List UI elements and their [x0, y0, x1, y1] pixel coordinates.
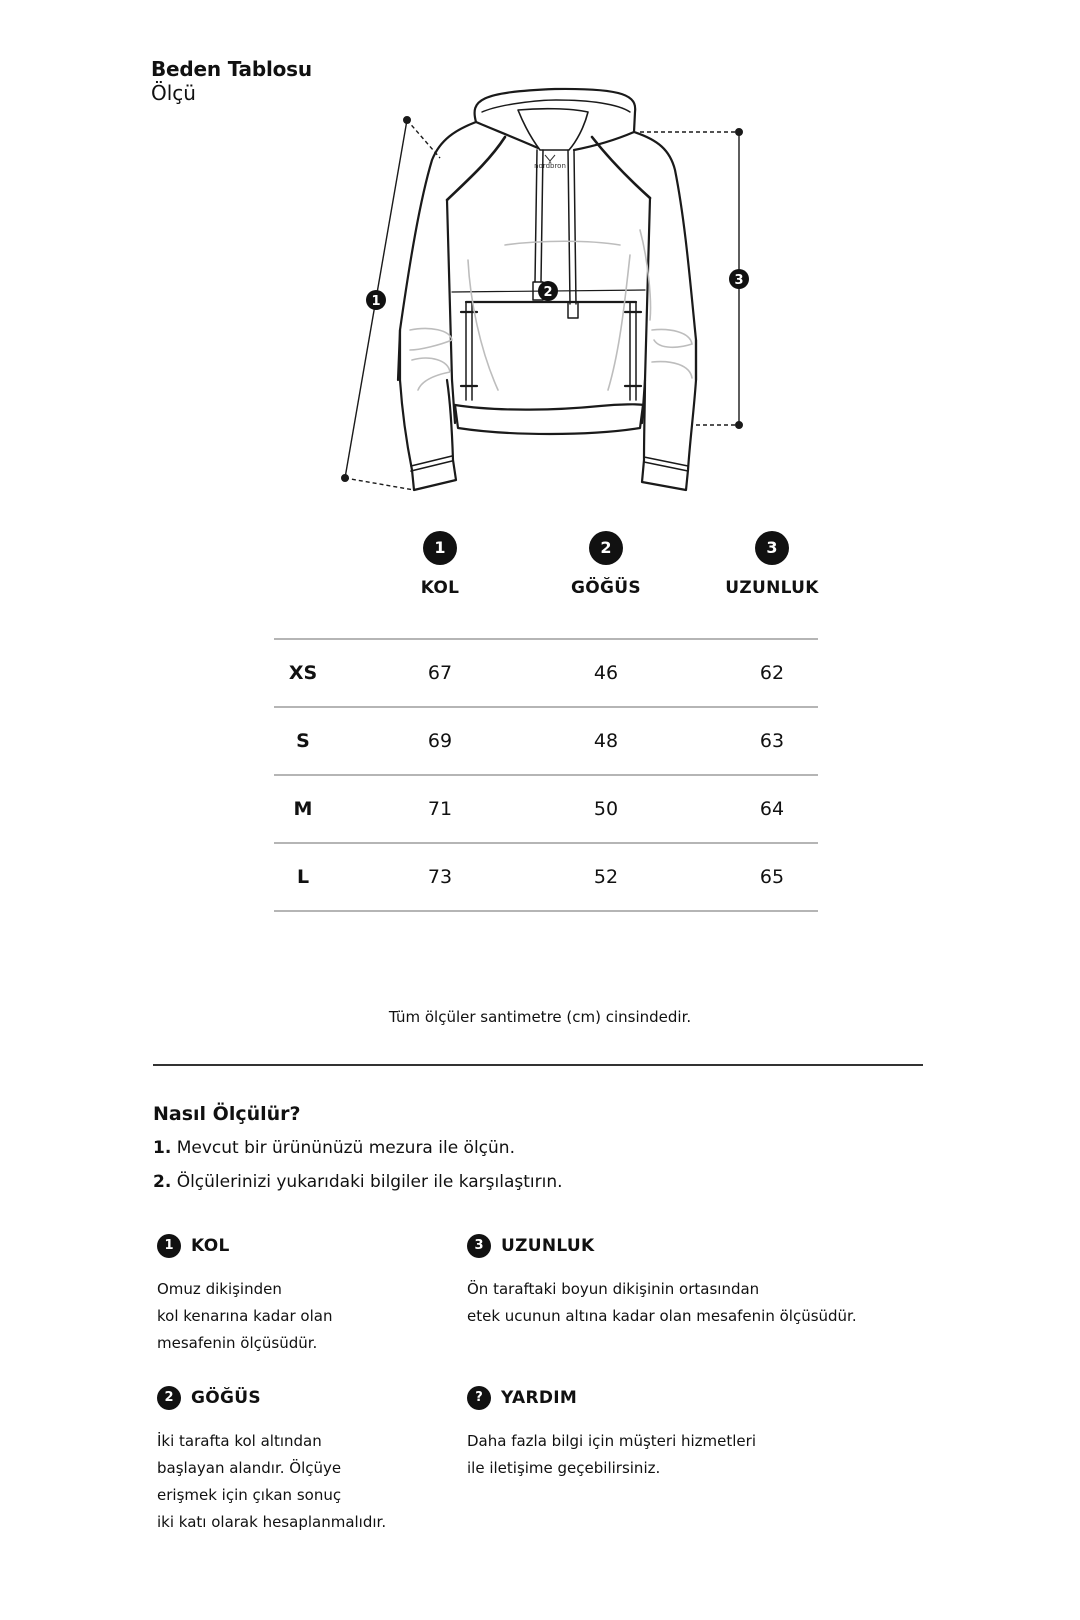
size-label: XS	[288, 662, 318, 684]
info-line: Daha fazla bilgi için müşteri hizmetleri	[467, 1432, 756, 1450]
info-kol	[157, 1233, 332, 1357]
info-line: iki katı olarak hesaplanmalıdır.	[157, 1513, 387, 1531]
kol-value: 71	[427, 798, 453, 820]
column-label: UZUNLUK	[725, 578, 819, 598]
svg-text:1: 1	[371, 294, 381, 309]
gogus-value: 48	[593, 730, 619, 752]
info-line: ile iletişime geçebilirsiniz.	[467, 1459, 661, 1477]
kol-value: 69	[427, 730, 453, 752]
uzunluk-value: 65	[759, 866, 785, 888]
table-row	[274, 638, 818, 706]
page-title: Beden Tablosu	[151, 57, 312, 81]
table-row	[274, 774, 818, 842]
kol-value: 73	[427, 866, 453, 888]
section-divider	[153, 1064, 923, 1066]
info-line: erişmek için çıkan sonuç	[157, 1486, 342, 1504]
units-note: Tüm ölçüler santimetre (cm) cinsindedir.	[388, 1008, 692, 1026]
gogus-value: 50	[593, 798, 619, 820]
number-1-icon: 1	[157, 1234, 181, 1258]
step-number: 1.	[153, 1138, 172, 1158]
table-row	[274, 842, 818, 912]
info-line: başlayan alandır. Ölçüye	[157, 1459, 342, 1477]
number-2-icon: 2	[157, 1386, 181, 1410]
number-3-icon: 3	[755, 531, 789, 565]
step-text: Ölçülerinizi yukarıdaki bilgiler ile karşılaştırın.	[171, 1172, 563, 1192]
table-row	[274, 706, 818, 774]
number-1-icon: 1	[423, 531, 457, 565]
info-title: GÖĞÜS	[191, 1388, 261, 1408]
column-header-uzunluk	[712, 531, 832, 598]
info-title: YARDIM	[501, 1388, 578, 1408]
hoodie-measurement-diagram	[0, 0, 1080, 520]
column-label: GÖĞÜS	[571, 578, 641, 598]
number-3-icon: 3	[467, 1234, 491, 1258]
info-yardim	[467, 1385, 756, 1482]
column-header-kol	[380, 531, 500, 598]
help-question-icon: ?	[467, 1386, 491, 1410]
uzunluk-value: 64	[759, 798, 785, 820]
svg-text:2: 2	[543, 285, 553, 300]
howto-step-1	[153, 1138, 515, 1158]
info-line: mesafenin ölçüsüdür.	[157, 1334, 318, 1352]
step-number: 2.	[153, 1172, 172, 1192]
gogus-value: 46	[593, 662, 619, 684]
page-subtitle: Ölçü	[151, 81, 196, 105]
howto-title: Nasıl Ölçülür?	[153, 1103, 301, 1125]
size-label: M	[293, 798, 313, 820]
info-title: KOL	[191, 1236, 230, 1256]
step-text: Mevcut bir ürününüzü mezura ile ölçün.	[171, 1138, 515, 1158]
brand-logo: nordbron	[534, 162, 566, 170]
howto-step-2	[153, 1172, 563, 1192]
gogus-value: 52	[593, 866, 619, 888]
column-header-gogus	[546, 531, 666, 598]
column-label: KOL	[420, 578, 460, 598]
info-line: etek ucunun altına kadar olan mesafenin ölçüsüdür.	[467, 1307, 857, 1325]
size-table	[274, 638, 818, 912]
size-label: L	[296, 866, 310, 888]
info-gogus	[157, 1385, 386, 1536]
info-title: UZUNLUK	[501, 1236, 595, 1256]
kol-value: 67	[427, 662, 453, 684]
info-line: kol kenarına kadar olan	[157, 1307, 333, 1325]
info-uzunluk	[467, 1233, 857, 1330]
number-2-icon: 2	[589, 531, 623, 565]
info-line: İki tarafta kol altından	[157, 1432, 322, 1450]
svg-text:3: 3	[734, 273, 744, 288]
uzunluk-value: 63	[759, 730, 785, 752]
info-line: Omuz dikişinden	[157, 1280, 282, 1298]
uzunluk-value: 62	[759, 662, 785, 684]
info-line: Ön taraftaki boyun dikişinin ortasından	[467, 1280, 760, 1298]
size-label: S	[296, 730, 310, 752]
